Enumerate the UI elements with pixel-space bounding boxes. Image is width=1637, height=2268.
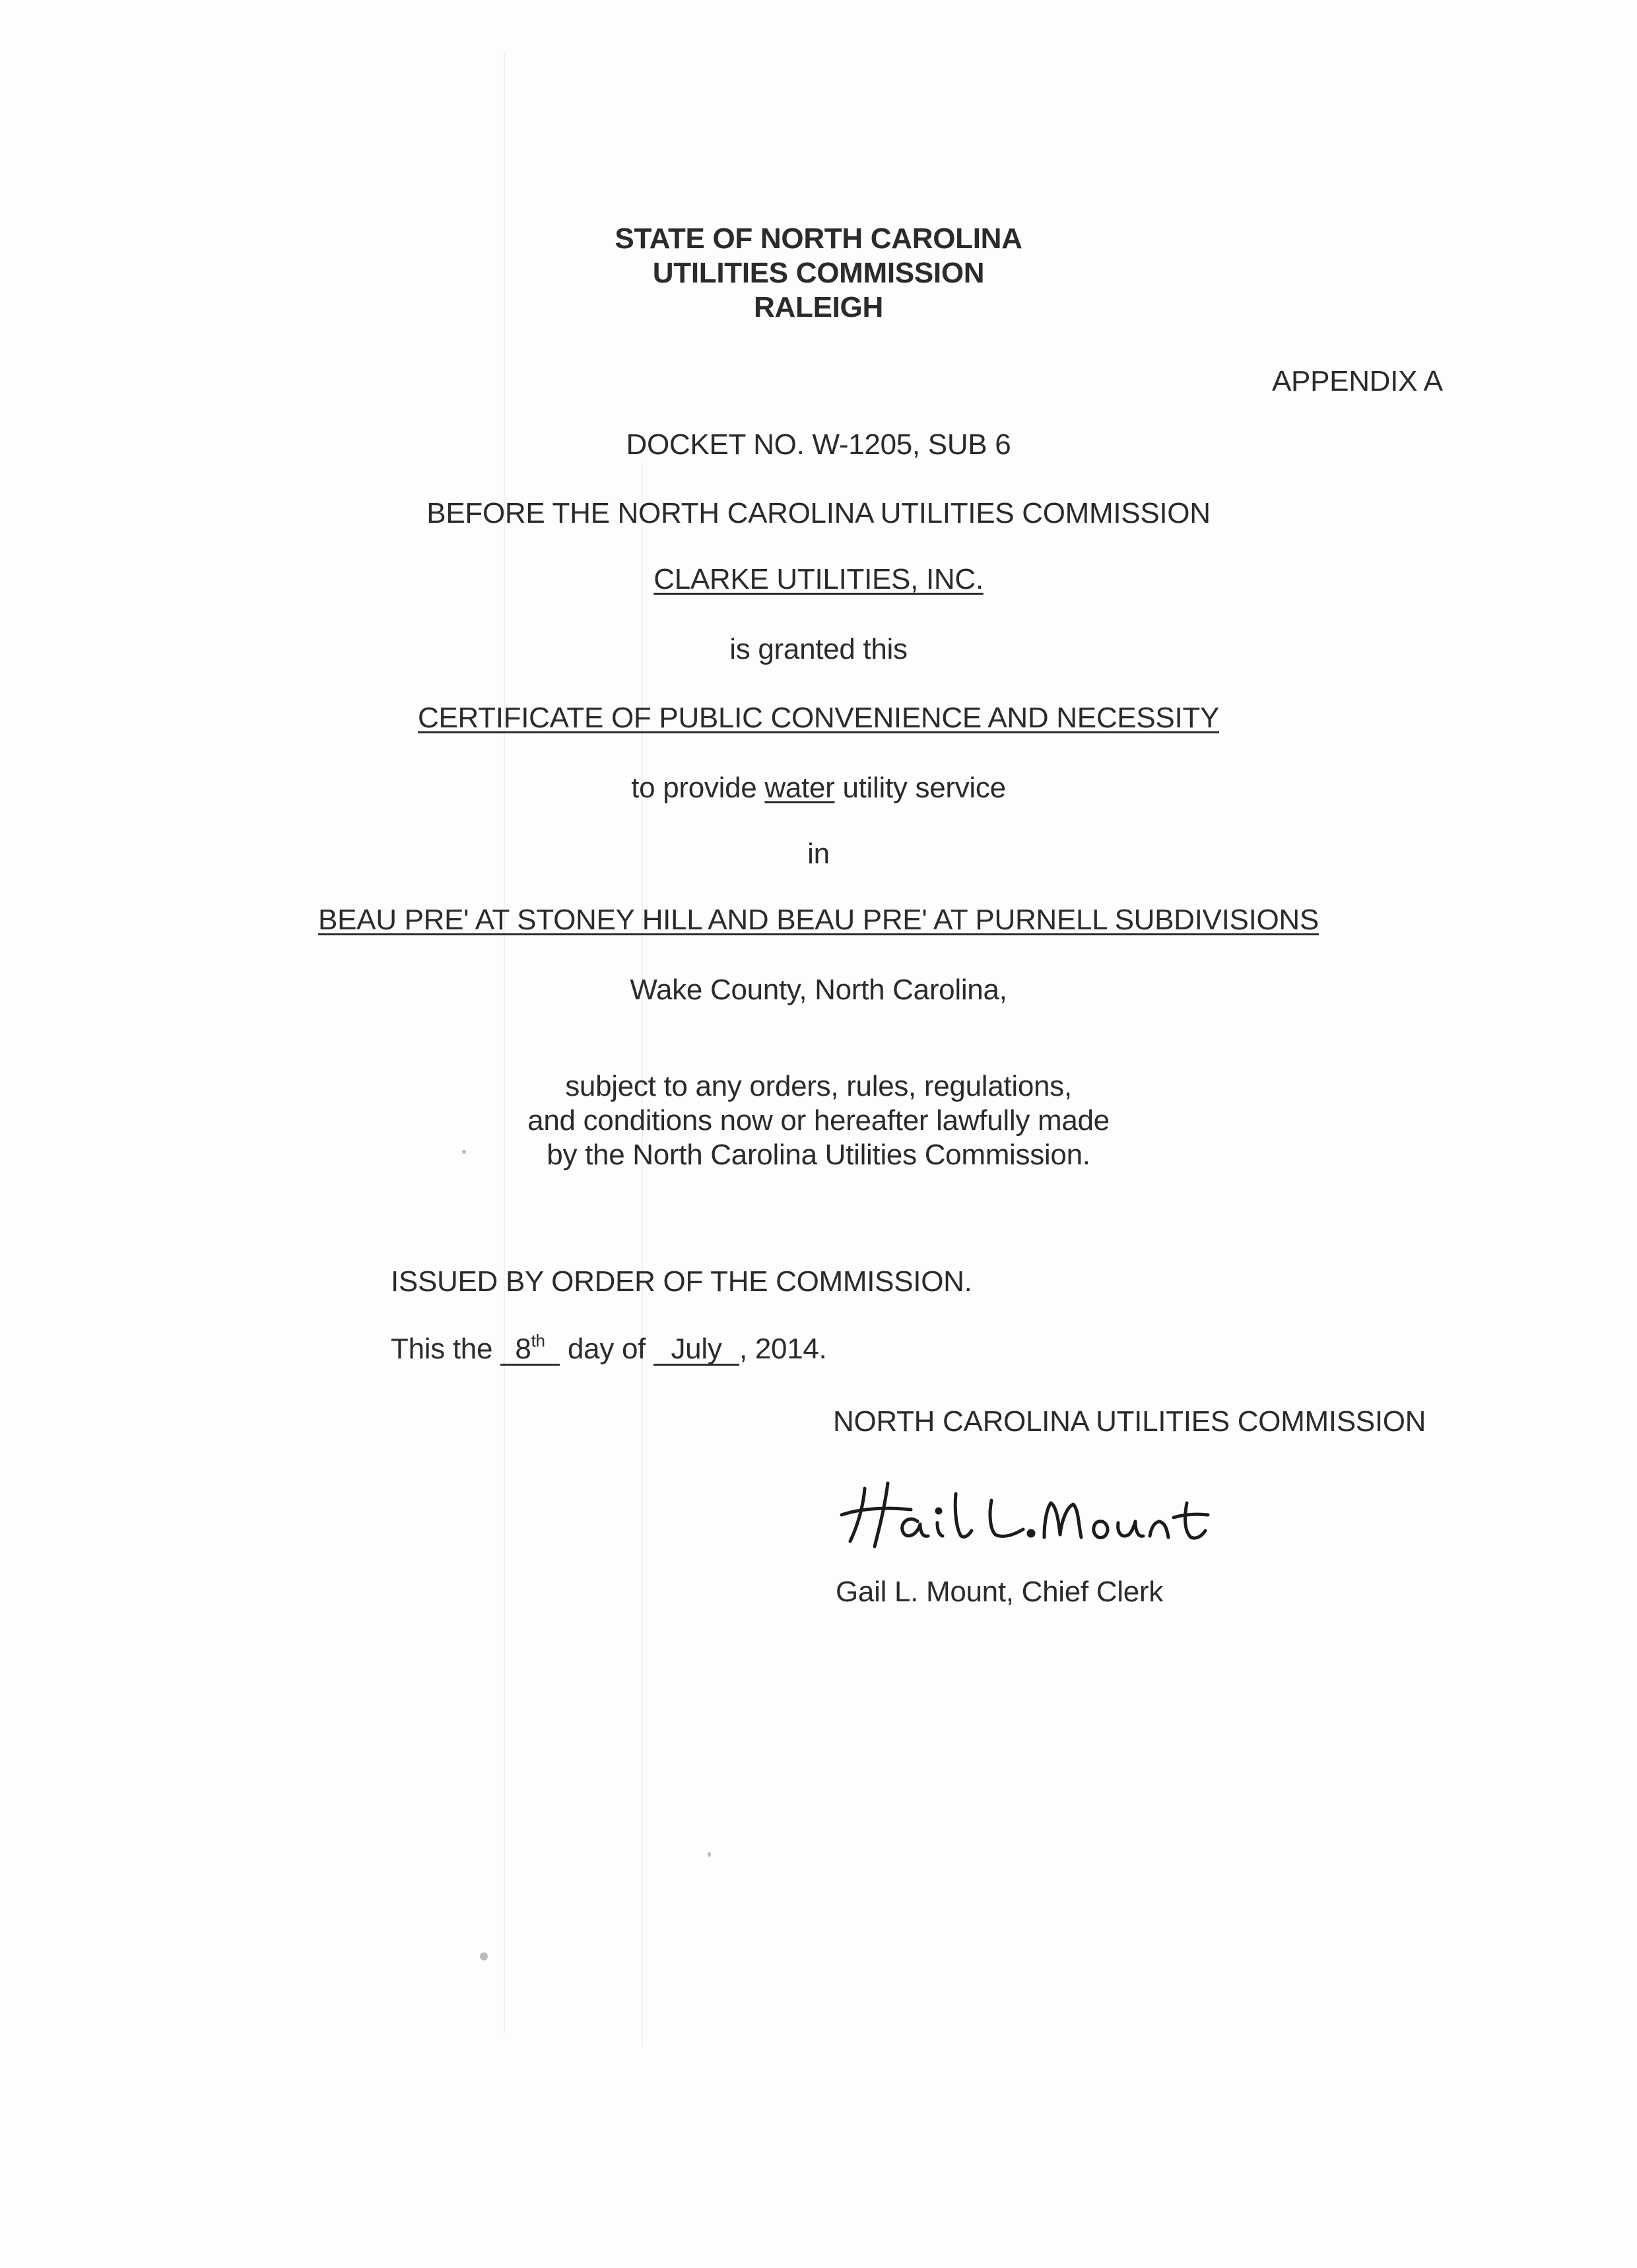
- conditions-line-3: by the North Carolina Utilities Commission.: [547, 1139, 1090, 1171]
- date-day: 8: [515, 1333, 531, 1365]
- conditions-line-1: subject to any orders, rules, regulations,: [565, 1070, 1072, 1102]
- date-mid: day of: [568, 1333, 646, 1365]
- scan-artifact: [504, 53, 505, 2033]
- header-commission: UTILITIES COMMISSION: [652, 257, 985, 289]
- docket-number: DOCKET NO. W-1205, SUB 6: [626, 428, 1011, 461]
- scan-artifact: [642, 462, 643, 2046]
- service-prefix: to provide: [631, 772, 757, 804]
- granted-text: is granted this: [729, 633, 908, 665]
- subdivisions-text: BEAU PRE' AT STONEY HILL AND BEAU PRE' AT PURNELL SUBDIVISIONS: [318, 904, 1319, 936]
- signature-image: [838, 1469, 1234, 1554]
- date-prefix: This the: [391, 1333, 493, 1365]
- in-word: in: [807, 838, 830, 870]
- date-month: July: [653, 1335, 739, 1366]
- appendix-label: APPENDIX A: [1272, 365, 1443, 397]
- service-suffix: utility service: [842, 772, 1006, 804]
- before-commission: BEFORE THE NORTH CAROLINA UTILITIES COMMISSION: [426, 497, 1211, 529]
- certificate-title-text: CERTIFICATE OF PUBLIC CONVENIENCE AND NECESSITY: [417, 702, 1220, 734]
- date-day-field: [500, 1331, 560, 1366]
- signer-name: Gail L. Mount, Chief Clerk: [836, 1576, 1163, 1608]
- issued-statement: ISSUED BY ORDER OF THE COMMISSION.: [391, 1265, 972, 1298]
- scan-speck: [708, 1852, 711, 1857]
- header-city: RALEIGH: [754, 291, 883, 323]
- county-text: Wake County, North Carolina,: [630, 974, 1007, 1006]
- scan-speck: [480, 1952, 488, 1960]
- service-type: water: [764, 772, 835, 804]
- date-year: , 2014.: [739, 1333, 827, 1365]
- subdivisions: [0, 903, 1637, 937]
- commission-name: NORTH CAROLINA UTILITIES COMMISSION: [833, 1405, 1426, 1438]
- date-day-suffix: th: [531, 1331, 545, 1351]
- certificate-title: [0, 701, 1637, 735]
- conditions-line-2: and conditions now or hereafter lawfully made: [527, 1104, 1110, 1137]
- company-name-text: CLARKE UTILITIES, INC.: [653, 563, 984, 595]
- company-name: [0, 562, 1637, 597]
- service-line: [0, 771, 1637, 805]
- issue-date: [391, 1332, 826, 1366]
- header-state: STATE OF NORTH CAROLINA: [615, 222, 1022, 255]
